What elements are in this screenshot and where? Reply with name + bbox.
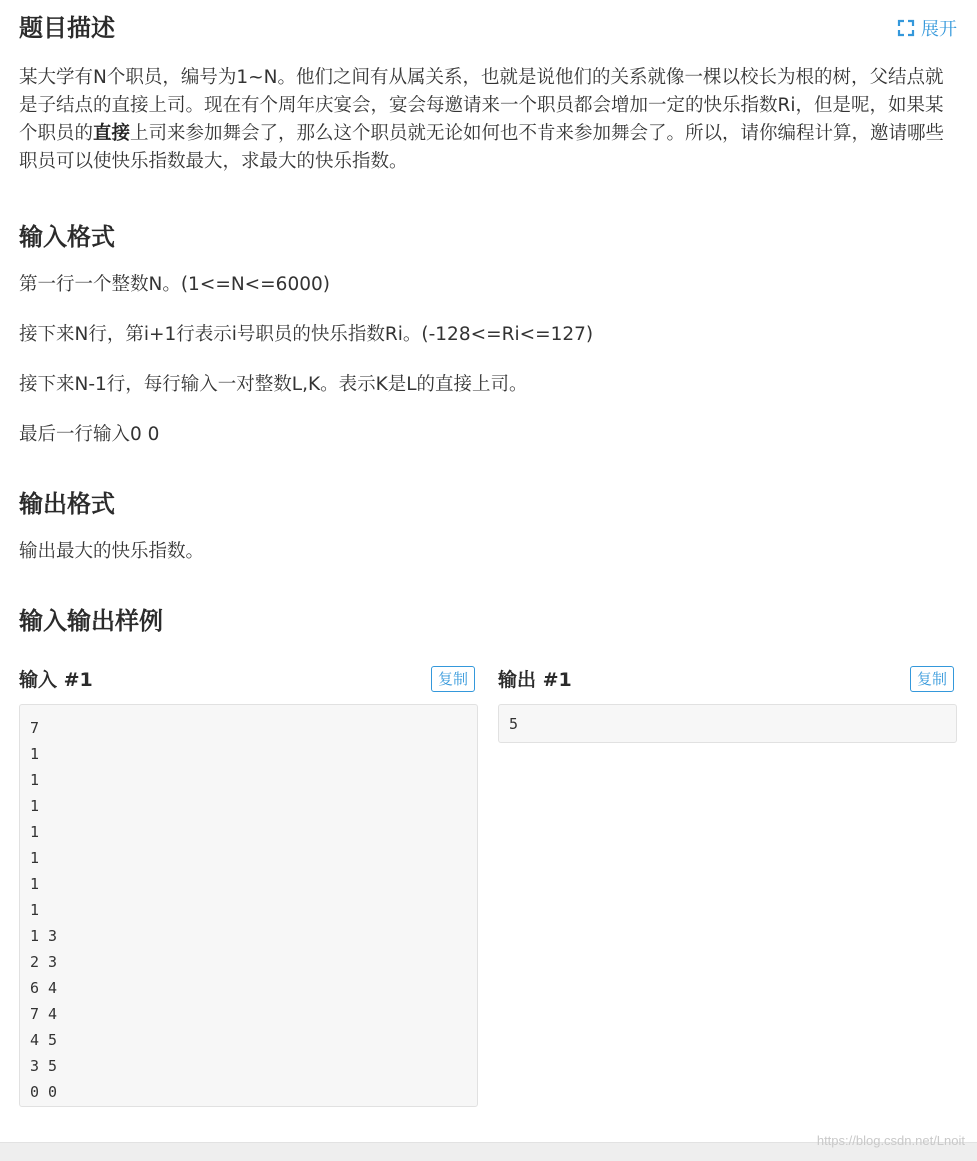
sample-output-box[interactable] xyxy=(498,704,957,743)
code-line: 7 4 xyxy=(30,1005,58,1023)
code-line: 6 4 xyxy=(30,979,58,997)
input-format-line: 第一行一个整数N。(1<=N<=6000) xyxy=(19,274,330,295)
input-format-line: 接下来N行，第i+1行表示i号职员的快乐指数Ri。(-128<=Ri<=127) xyxy=(19,324,594,345)
code-line: 1 xyxy=(30,849,40,867)
sample-input-label: 输入 #1 xyxy=(19,669,93,691)
output-format-text: 输出最大的快乐指数。 xyxy=(19,541,205,562)
code-line: 5 xyxy=(509,715,519,733)
code-line: 1 xyxy=(30,875,40,893)
input-format-title: 输入格式 xyxy=(19,223,115,251)
bold-direct: 直接 xyxy=(93,123,131,144)
code-line: 7 xyxy=(30,719,40,737)
code-line: 3 5 xyxy=(30,1057,58,1075)
code-line: 1 3 xyxy=(30,927,58,945)
description-text: 某大学有N个职员，编号为1~N。他们之间有从属关系，也就是说他们的关系就像一棵以校长为根的树，父结点就是子结点的直接上司。现在有个周年庆宴会，宴会每邀请来一个职员都会增加一定的快乐指数Ri，但是呢，如果某个职员的直接上司来参加舞会了，那么这个职员就无论如何也不肯来参加舞会了。所以，请你编程计算，邀请哪些职员可以使快乐指数最大，求最大的快乐指数。 xyxy=(19,67,945,172)
code-line: 1 xyxy=(30,797,40,815)
expand-icon xyxy=(897,19,915,37)
description-title: 题目描述 xyxy=(19,14,115,42)
input-format-line: 最后一行输入0 0 xyxy=(19,424,160,445)
code-line: 1 xyxy=(30,901,40,919)
code-line: 1 xyxy=(30,771,40,789)
expand-label: 展开 xyxy=(921,19,957,40)
input-format-line: 接下来N-1行，每行输入一对整数L,K。表示K是L的直接上司。 xyxy=(19,374,528,395)
output-format-title: 输出格式 xyxy=(19,490,115,518)
code-line: 1 xyxy=(30,745,40,763)
code-line: 1 xyxy=(30,823,40,841)
sample-input-box[interactable] xyxy=(19,704,478,1107)
copy-output-button[interactable]: 复制 xyxy=(910,666,954,692)
expand-button[interactable] xyxy=(897,15,957,41)
code-line: 2 3 xyxy=(30,953,58,971)
samples-title: 输入输出样例 xyxy=(19,607,163,635)
code-line: 4 5 xyxy=(30,1031,58,1049)
code-line: 0 0 xyxy=(30,1083,58,1101)
watermark: https://blog.csdn.net/Lnoit xyxy=(816,1133,965,1148)
copy-input-button[interactable]: 复制 xyxy=(431,666,475,692)
sample-output-label: 输出 #1 xyxy=(498,669,572,691)
